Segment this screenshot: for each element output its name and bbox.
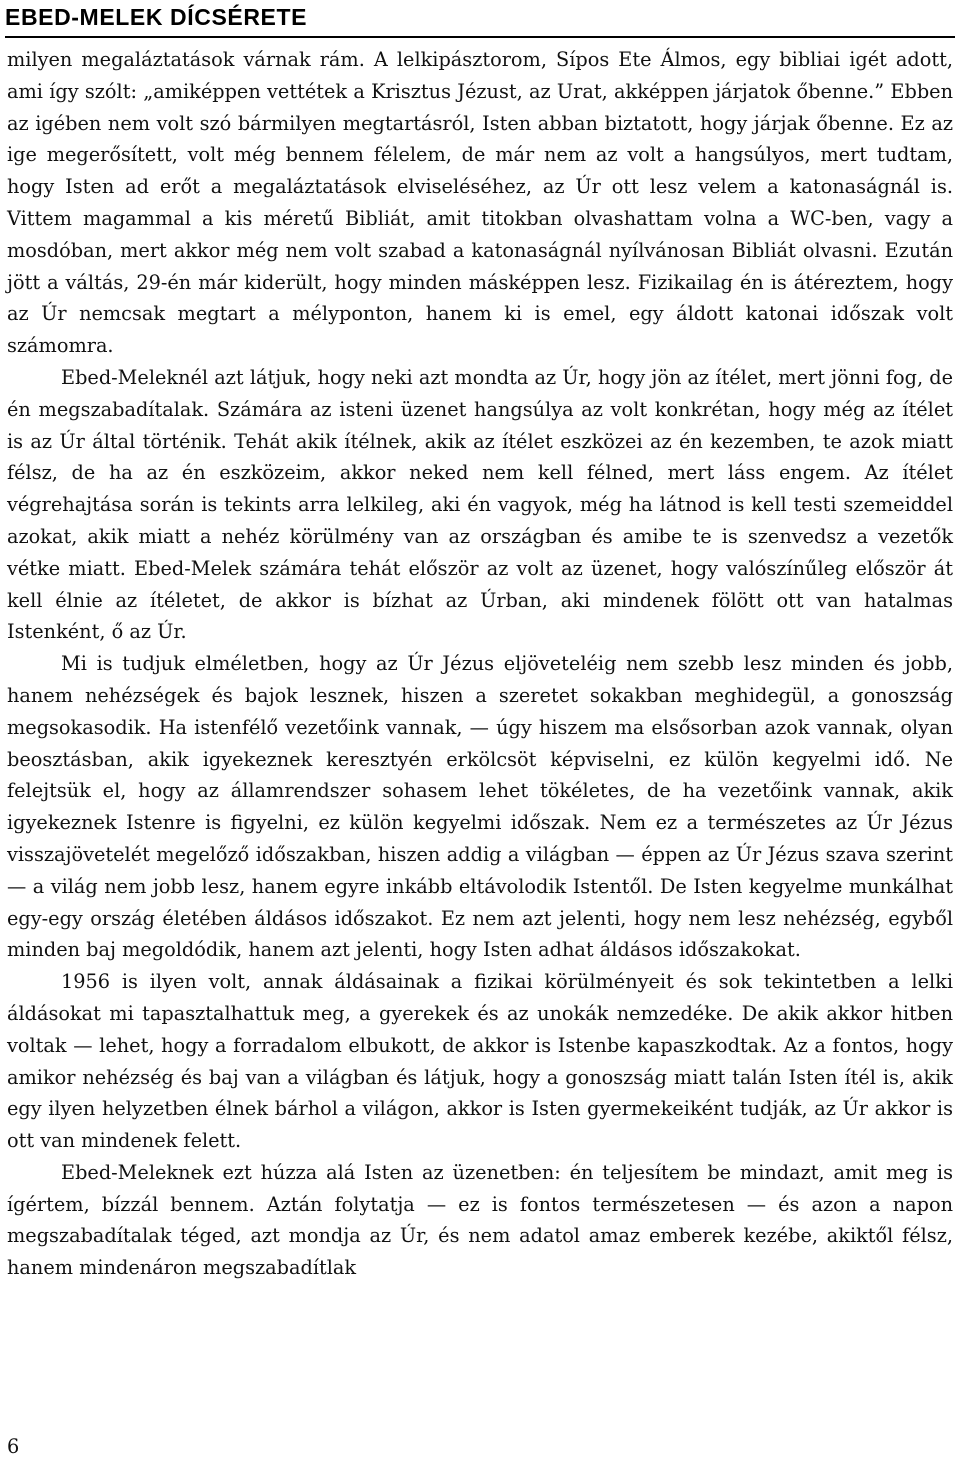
paragraph-1: milyen megaláztatások várnak rám. A lelkipásztorom, Sípos Ete Álmos, egy bibliai igét adott, ami így szólt: „amiképpen vettétek a Krisztus Jézust, az Urat, akképpen járjatok őbenne.” Ebben az igében nem volt szó bármilyen megtartásról, Isten abban biztatott, hogy járjak őbenne. Ez az ige megerősített, volt még bennem félelem, de már nem az volt a hangsúlyos, mert tudtam, hogy Isten ad erőt a megaláztatások elviseléséhez, az Úr ott lesz velem a katonaságnál is. Vittem magammal a kis méretű Bibliát, amit titokban olvashattam volna a WC-ben, vagy a mosdóban, mert akkor még nem volt szabad a katonaságnál nyílvánosan Bibliát olvasni. Ezután jött a váltás, 29-én már kiderült, hogy minden másképpen lesz. Fizikailag én is átéreztem, hogy az Úr nemcsak megtart a mélyponton, hanem ki is emel, egy áldott katonai időszak volt számomra. [7, 48, 953, 358]
running-title: EBED-MELEK DÍCSÉRETE [5, 4, 308, 30]
header-rule [5, 36, 955, 38]
paragraph-5: Ebed-Meleknek ezt húzza alá Isten az üzenetben: én teljesítem be mindazt, amit meg is ígértem, bízzál bennem. Aztán folytatja — ez is fontos természetesen — és azon a napon megszabadítalak téged, azt mondja az Úr, és nem adatol amaz emberek kezébe, akiktől félsz, hanem mindenáron megszabadítlak [7, 1160, 953, 1280]
paragraph-2: Ebed-Meleknél azt látjuk, hogy neki azt mondta az Úr, hogy jön az ítélet, mert jönni fog, de én megszabadítalak. Számára az isteni üzenet hangsúlya az volt konkrétan, hogy még az ítélet is az Úr által történik. Tehát akik ítélnek, akik az ítélet eszközei az én kezemben, te azok miatt félsz, de ha az én eszközeim, akkor neked nem kell félned, mert láss engem. Az ítélet végrehajtása során is tekints arra lelkileg, aki én vagyok, még ha látnod is kell testi szemeiddel azokat, akik miatt a nehéz körülmény van az országban és amibe te is szenvedsz a vezetők vétke miatt. Ebed-Melek számára tehát először az volt az üzenet, hogy valószínűleg először át kell élnie az ítéletet, de akkor is bízhat az Úrban, aki mindenek fölött ott van hatalmas Istenként, ő az Úr. [7, 365, 953, 644]
body-text [7, 44, 953, 1284]
paragraph-3: Mi is tudjuk elméletben, hogy az Úr Jézus eljöveteléig nem szebb lesz minden és jobb, hanem nehézségek és bajok lesznek, hiszen a szeretet sokakban meghidegül, a gonoszság megsokasodik. Ha istenfélő vezetőink vannak, — úgy hiszem ma elsősorban azok vannak, olyan beosztásban, akik igyekeznek keresztyén erkölcsöt képviselni, ez külön kegyelmi idő. Ne felejtsük el, hogy az államrendszer sohasem lehet tökéletes, de ha vezetőink vannak, akik igyekeznek Istenre is figyelni, ez külön kegyelmi időszak. Nem ez a természetes az Úr Jézus visszajövetelét megelőző időszakban, hiszen addig a világban — éppen az Úr Jézus szava szerint — a világ nem jobb lesz, hanem egyre inkább eltávolodik Istentől. De Isten kegyelme munkálhat egy-egy ország életében áldásos időszakot. Ez nem azt jelenti, hogy nem lesz nehézség, egyből minden baj megoldódik, hanem azt jelenti, hogy Isten adhat áldásos időszakokat. [7, 652, 953, 962]
paragraph-4: 1956 is ilyen volt, annak áldásainak a fizikai körülményeit és sok tekintetben a lelki áldásokat mi tapasztalhattuk meg, a gyerekek és az unokák nemzedéke. De akik akkor hitben voltak — lehet, hogy a forradalom elbukott, de akkor is Istenbe kapaszkodtak. Az a fontos, hogy amikor nehézség és baj van a világban és látjuk, hogy a gonoszság miatt talán Isten ítél is, akik egy ilyen helyzetben élnek bárhol a világon, akkor is Isten gyermekeiként tudják, az Úr akkor is ott van mindenek felett. [7, 970, 953, 1153]
page-header [5, 2, 955, 38]
page-number: 6 [7, 1435, 20, 1458]
